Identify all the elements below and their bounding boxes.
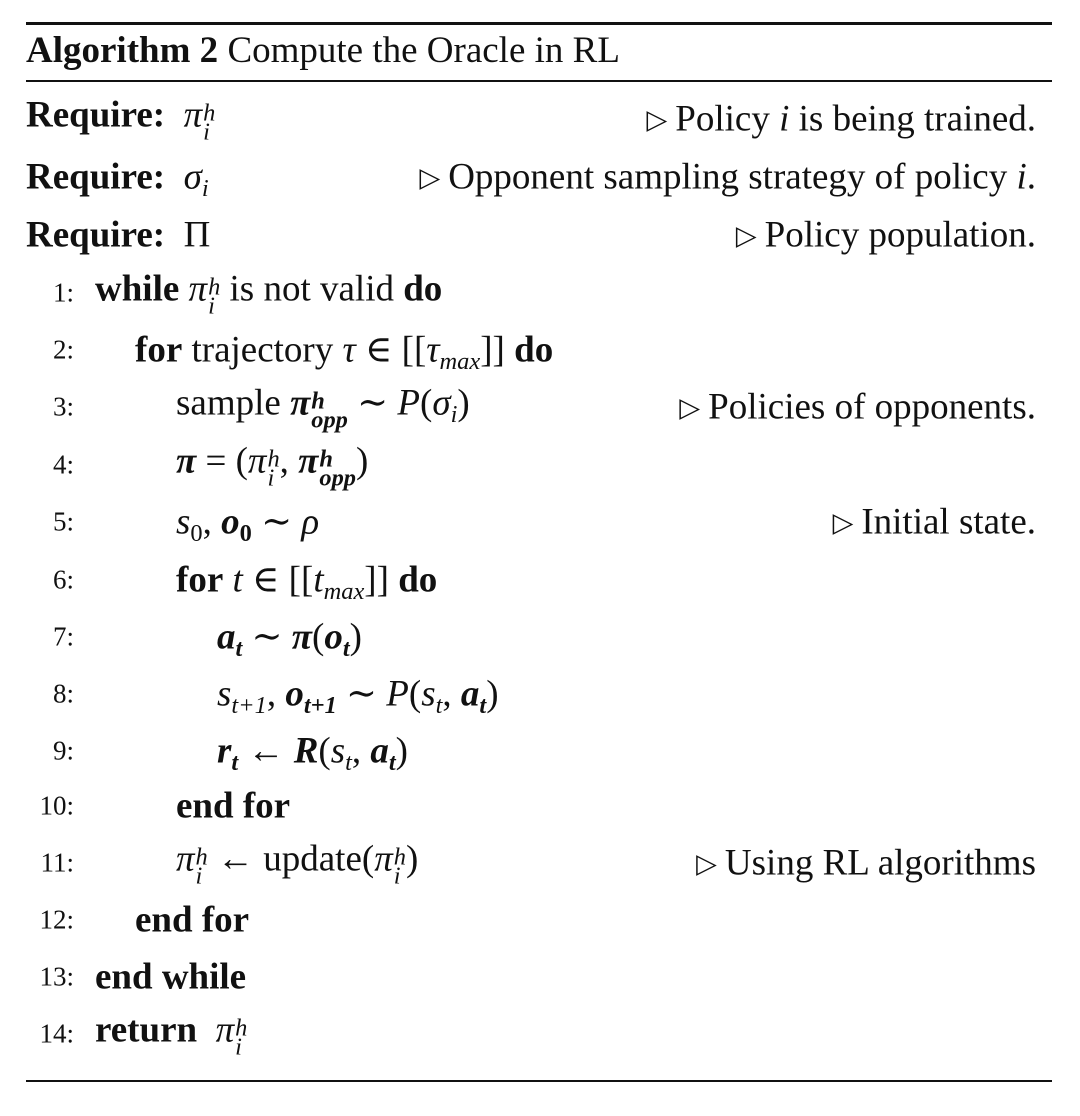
algorithm-line-11	[0, 834, 1080, 892]
line-number: 2:	[52, 334, 74, 365]
require-line-2	[0, 148, 1080, 206]
require-line-3	[0, 206, 1080, 264]
statement: $s_0$, $o_0$ ∼ ρ	[176, 501, 320, 547]
comment-triangle-icon: ▷	[832, 507, 854, 538]
line-number: 14:	[39, 1018, 74, 1049]
require-statement: Require: $\sigma_i$	[26, 156, 209, 202]
statement: $s_{t+1}$, $o_{t+1}$ ∼ $P(s_t$, $a_t$)	[217, 673, 499, 719]
top-rule	[26, 22, 1052, 25]
comment-triangle-icon: ▷	[696, 848, 717, 879]
comment: ▷ Policies of opponents.	[679, 386, 1036, 428]
line-number: 12:	[39, 904, 74, 935]
line-number: 7:	[52, 621, 74, 652]
line-number: 11:	[40, 847, 74, 878]
algorithm-line-6	[0, 551, 1080, 609]
line-number: 6:	[52, 564, 74, 595]
require-keyword: Require:	[26, 94, 166, 136]
statement: for t ∈ $[[t_{max}]]$ do	[176, 559, 438, 605]
comment-triangle-icon: ▷	[419, 162, 441, 193]
require-statement: Require: π h i	[26, 94, 216, 146]
algorithm-line-8	[0, 665, 1080, 723]
comment: ▷ Initial state.	[832, 501, 1036, 543]
comment-triangle-icon: ▷	[679, 392, 701, 423]
comment: ▷ Policy population.	[735, 214, 1036, 256]
line-number: 4:	[52, 449, 74, 480]
statement: end for	[176, 785, 291, 827]
statement: end while	[95, 956, 247, 998]
comment: ▷ Policy i is being trained.	[646, 98, 1036, 140]
statement: end for	[135, 899, 250, 941]
caption-label: Algorithm 2	[26, 30, 219, 71]
line-number: 9:	[52, 735, 74, 766]
algorithm-line-2	[0, 321, 1080, 379]
line-number: 1:	[52, 277, 74, 308]
line-number: 8:	[52, 678, 74, 709]
statement: while π h i is not valid do	[95, 268, 443, 320]
algorithm-line-14	[0, 1005, 1080, 1063]
algorithm-line-9	[0, 722, 1080, 780]
algorithm-caption	[26, 28, 620, 74]
require-keyword: Require:	[26, 156, 166, 198]
statement: $r_t$ ← $R(s_t$, $a_t$)	[217, 730, 408, 776]
caption-title: Compute the Oracle in RL	[227, 30, 620, 71]
algorithm-line-7	[0, 608, 1080, 666]
line-number: 10:	[39, 790, 74, 821]
algorithm-line-5	[0, 493, 1080, 551]
statement: for trajectory τ ∈ $[[\tau_{max}]]$ do	[135, 329, 554, 375]
comment: ▷ Using RL algorithms	[696, 842, 1036, 884]
require-statement: Require: Π	[26, 214, 211, 256]
comment-triangle-icon: ▷	[646, 104, 668, 135]
algorithm-line-3	[0, 378, 1080, 436]
algorithm-line-1	[0, 264, 1080, 322]
statement: sample π h opp ∼ $P(\sigma_i)$	[176, 382, 470, 434]
statement: π = (π h i , π h opp )	[176, 440, 369, 492]
bottom-rule	[26, 1080, 1052, 1082]
comment-triangle-icon: ▷	[735, 220, 757, 251]
comment: ▷ Opponent sampling strategy of policy i.	[419, 156, 1036, 198]
algorithm-line-10	[0, 777, 1080, 835]
line-number: 5:	[52, 506, 74, 537]
algorithm-line-12	[0, 891, 1080, 949]
statement: $a_t$ ∼ $\pi(o_t)$	[217, 616, 362, 662]
require-line-1	[0, 90, 1080, 148]
statement: return π h i	[95, 1009, 248, 1061]
line-number: 13:	[39, 961, 74, 992]
algorithm-line-13	[0, 948, 1080, 1006]
caption-rule	[26, 80, 1052, 82]
require-keyword: Require:	[26, 214, 166, 256]
algorithm-line-4	[0, 436, 1080, 494]
line-number: 3:	[52, 391, 74, 422]
statement: π h i ← update(π h i )	[176, 838, 419, 890]
